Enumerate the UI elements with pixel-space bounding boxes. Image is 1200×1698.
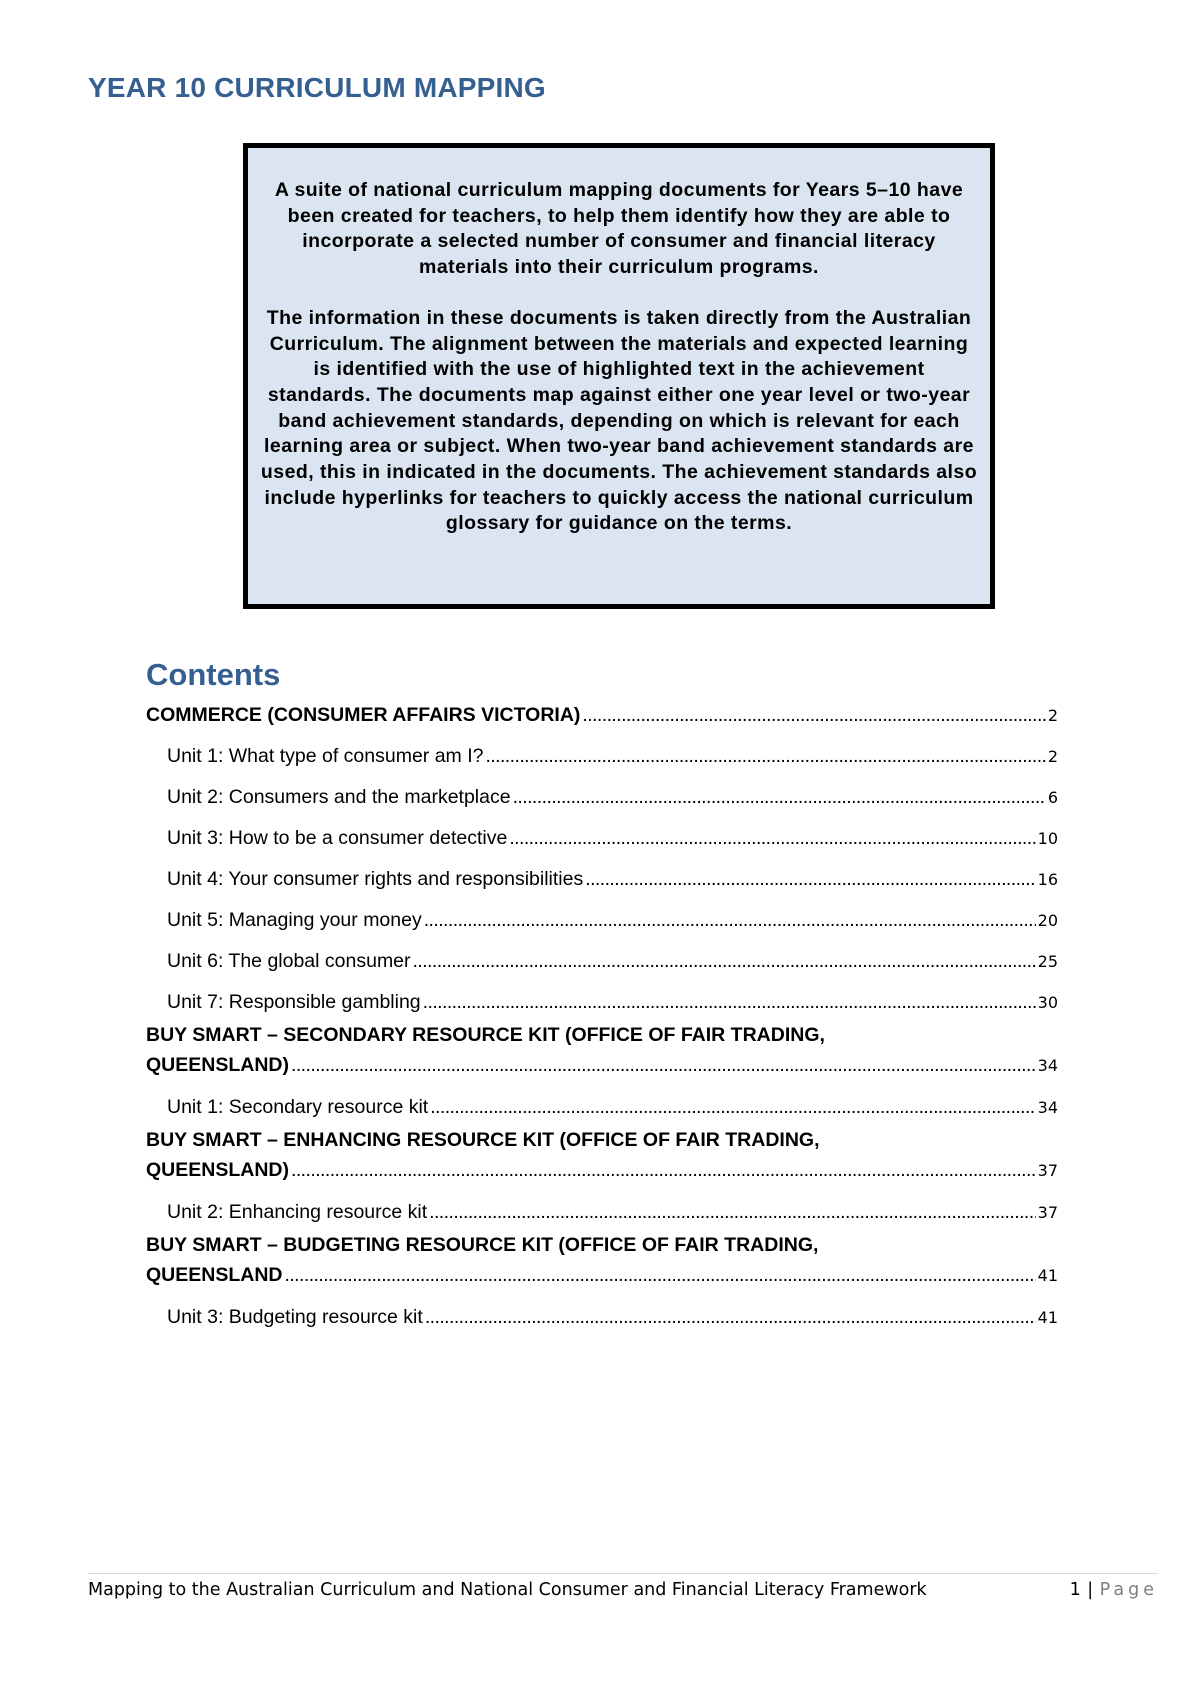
toc-entry-title: QUEENSLAND	[146, 1264, 283, 1286]
toc-entry[interactable]	[146, 1020, 1058, 1081]
toc-entry[interactable]	[146, 1230, 1058, 1291]
toc-entry[interactable]	[146, 782, 1058, 812]
toc-page-number: 34	[1037, 1056, 1058, 1075]
toc-leader-dots	[430, 1092, 1035, 1122]
toc-entry-title: QUEENSLAND)	[146, 1054, 290, 1076]
page-label: Page	[1099, 1580, 1158, 1600]
page-footer	[88, 1580, 1158, 1600]
toc-page-number: 10	[1037, 829, 1058, 848]
toc-entry-title: Unit 4: Your consumer rights and responsibilities	[167, 868, 584, 890]
toc-leader-dots	[485, 741, 1045, 771]
intro-callout-box	[243, 143, 995, 609]
toc-entry[interactable]	[146, 987, 1058, 1017]
toc-entry-title: Unit 6: The global consumer	[167, 950, 411, 972]
page-separator: |	[1087, 1580, 1094, 1600]
intro-paragraph: The information in these documents is taken directly from the Australian Curriculum. The alignment between the materials and expected learning is identified with the use of highlighted text in the achievement standards. The documents map against either one year level or two-year band achievement standards, depending on which is relevant for each learning area or subject. When two-year band achievement standards are used, this in indicated in the documents. The achievement standards also include hyperlinks for teachers to quickly access the national curriculum glossary for guidance on the terms.	[260, 306, 978, 535]
toc-page-number: 2	[1047, 747, 1058, 766]
toc-entry[interactable]	[146, 823, 1058, 853]
toc-entry-title: Unit 2: Enhancing resource kit	[167, 1201, 428, 1223]
toc-page-number: 41	[1037, 1266, 1058, 1285]
toc-entry-title-line1: BUY SMART – BUDGETING RESOURCE KIT (OFFICE OF FAIR TRADING,	[146, 1234, 819, 1256]
footer-page-info	[1070, 1580, 1158, 1600]
toc-entry[interactable]	[146, 946, 1058, 976]
toc-entry[interactable]	[146, 1125, 1058, 1186]
contents-heading: Contents	[146, 657, 281, 692]
toc-entry[interactable]	[146, 905, 1058, 935]
toc-page-number: 37	[1037, 1161, 1058, 1180]
toc-page-number: 20	[1037, 911, 1058, 930]
toc-leader-dots	[424, 905, 1036, 935]
toc-entry-title: QUEENSLAND)	[146, 1159, 290, 1181]
footer-divider	[88, 1573, 1158, 1574]
toc-leader-dots	[291, 1155, 1036, 1185]
toc-entry-title-line1: BUY SMART – ENHANCING RESOURCE KIT (OFFICE OF FAIR TRADING,	[146, 1129, 820, 1151]
toc-page-number: 2	[1047, 706, 1058, 725]
toc-leader-dots	[585, 864, 1035, 894]
table-of-contents	[146, 700, 1058, 1332]
toc-leader-dots	[413, 946, 1036, 976]
toc-entry[interactable]	[146, 741, 1058, 771]
toc-entry[interactable]	[146, 700, 1058, 730]
toc-entry-title: Unit 2: Consumers and the marketplace	[167, 786, 511, 808]
toc-entry-title: Unit 3: How to be a consumer detective	[167, 827, 508, 849]
toc-page-number: 30	[1037, 993, 1058, 1012]
toc-leader-dots	[425, 1302, 1036, 1332]
toc-page-number: 25	[1037, 952, 1058, 971]
toc-leader-dots	[291, 1050, 1036, 1080]
toc-leader-dots	[582, 700, 1045, 730]
toc-entry-title: Unit 1: What type of consumer am I?	[167, 745, 484, 767]
toc-entry-title: Unit 1: Secondary resource kit	[167, 1096, 429, 1118]
footer-text: Mapping to the Australian Curriculum and National Consumer and Financial Literacy Framework	[88, 1580, 927, 1600]
intro-paragraph: A suite of national curriculum mapping documents for Years 5–10 have been created for teachers, to help them identify how they are able to incorporate a selected number of consumer and financial literacy materials into their curriculum programs.	[274, 179, 964, 279]
toc-entry-title: COMMERCE (CONSUMER AFFAIRS VICTORIA)	[146, 704, 581, 726]
toc-entry[interactable]	[146, 864, 1058, 894]
toc-page-number: 6	[1047, 788, 1058, 807]
toc-entry[interactable]	[146, 1092, 1058, 1122]
page-number: 1	[1069, 1580, 1082, 1600]
toc-page-number: 37	[1037, 1203, 1058, 1222]
toc-leader-dots	[285, 1260, 1036, 1290]
toc-page-number: 16	[1037, 870, 1058, 889]
toc-leader-dots	[423, 987, 1036, 1017]
toc-entry-title: Unit 5: Managing your money	[167, 909, 422, 931]
toc-leader-dots	[513, 782, 1046, 812]
toc-entry[interactable]	[146, 1302, 1058, 1332]
toc-page-number: 41	[1037, 1308, 1058, 1327]
toc-entry[interactable]	[146, 1197, 1058, 1227]
toc-entry-title: Unit 3: Budgeting resource kit	[167, 1306, 423, 1328]
document-title: YEAR 10 CURRICULUM MAPPING	[88, 72, 546, 103]
toc-leader-dots	[429, 1197, 1036, 1227]
toc-leader-dots	[509, 823, 1035, 853]
toc-entry-title-line1: BUY SMART – SECONDARY RESOURCE KIT (OFFICE OF FAIR TRADING,	[146, 1024, 825, 1046]
toc-page-number: 34	[1037, 1098, 1058, 1117]
toc-entry-title: Unit 7: Responsible gambling	[167, 991, 421, 1013]
